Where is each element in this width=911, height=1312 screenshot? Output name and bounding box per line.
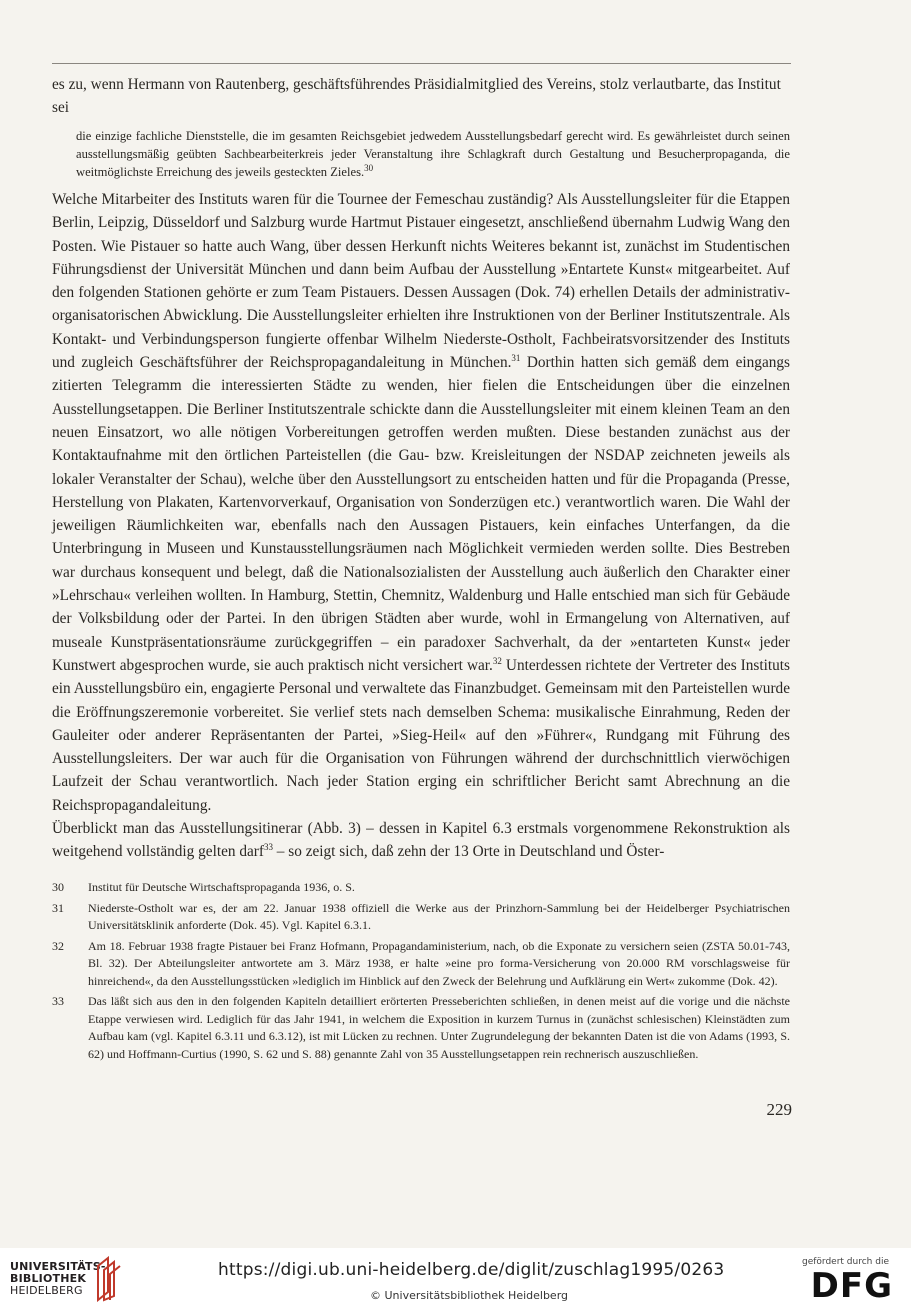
footnote-text: Niederste-Ostholt war es, der am 22. Januar 1938 offiziell die Werke aus der Prinzhorn-Sammlung bei der Heidelberger Psychiatrischen Universitätsklinik anforderte (Dok. 45). Vgl. Kapitel 6.3.1. <box>88 900 790 932</box>
footnote-number: 30 <box>52 880 64 894</box>
footnote-text: Das läßt sich aus den in den folgenden Kapiteln detailliert erörterten Presseberichten schließen, in denen meist auf die vorige und die nächste Etappe verwiesen wird. Lediglich für das Jahr 1941, in welchem die Exposition in kurzem Turnus in (zunächst schlesischen) Kleinstädten zum Aufbau kam (vgl. Kapitel 6.3.11 und 6.3.12), ist mit Lücken zu rechnen. Unter Zugrundelegung der bekannten Daten ist die von Adams (1993, S. 62) und Hoffmann-Curtius (1990, S. 62 und S. 88) genannte Zahl von 35 Ausstellungsetappen rein rechnerisch auszuschließen. <box>88 994 790 1061</box>
page-number: 229 <box>766 1100 792 1119</box>
viewer-footer <box>0 1248 911 1312</box>
paragraph-1-part-c: Unterdessen richtete der Vertreter des Instituts ein Ausstellungsbüro ein, engagierte Personal und verwaltete das Finanzbudget. Gemeinsam mit den Parteistellen wurde die Eröffnungszeremonie vorbereitet. Sie verlief stets nach demselben Schema: musikalische Einrahmung, Reden der Gauleiter oder anderer Repräsentanten der Partei, »Sieg-Heil« auf den »Führer«, Rundgang mit Führung des Ausstellungsleiters. Der war auch für die Organisation von Führungen während der durchschnittlich vierwöchigen Laufzeit der Schau verantwortlich. Nach jeder Station erging ein schriftlicher Bericht samt Abrechnung an die Reichspropagandaleitung. <box>52 656 790 814</box>
paragraph-2 <box>52 817 790 864</box>
footnote-ref-33[interactable]: 33 <box>263 842 273 853</box>
footnote-text: Am 18. Februar 1938 fragte Pistauer bei Franz Hofmann, Propagandaministerium, nach, ob die Exponate zu versichern seien (ZSTA 50.01-743, Bl. 32). Der Abteilungsleiter antwortete am 3. März 1938, er halte »eine pro forma-Versicherung von 20.000 RM vorschlagsweise für hinreichend«, da den Ausstellungsstücken »lediglich im Hinblick auf den Zweck der Belehrung und Aufklärung ein Wert« zukomme (Dok. 42). <box>88 938 790 988</box>
library-logo-line-2: BIBLIOTHEK <box>10 1272 87 1285</box>
footnote-30 <box>52 879 790 897</box>
paragraph-2-part-a: Überblickt man das Ausstellungsitinerar (Abb. 3) – dessen in Kapitel 6.3 erstmals vorgenommene Rekonstruktion als weitgehend vollständig gelten darf <box>52 820 790 861</box>
footnote-number: 31 <box>52 900 64 915</box>
library-logo-line-3: HEIDELBERG <box>10 1284 83 1297</box>
footnote-33 <box>52 993 790 1063</box>
footnote-number: 33 <box>52 994 64 1008</box>
dfg-logo[interactable]: DFG <box>810 1266 893 1306</box>
intro-paragraph <box>52 73 790 120</box>
dfg-caption: gefördert durch die <box>802 1257 889 1267</box>
footnote-ref-32[interactable]: 32 <box>492 655 502 666</box>
paragraph-2-part-b: – so zeigt sich, daß zehn der 13 Orte in Deutschland und Öster- <box>272 843 665 861</box>
footnote-number: 32 <box>52 938 64 953</box>
quote-text: die einzige fachliche Dienststelle, die im gesamten Reichsgebiet jedwedem Ausstellungsbedarf gerecht wird. Es gewährleistet durch seinen ausstellungsmäßig geübten Sachbearbeiterkreis jeder Veranstaltung ihre Schlagkraft durch Gestaltung und Besucherpropaganda, die weitmöglichste Erreichung des jeweils gesteckten Zieles. <box>76 129 790 179</box>
main-body <box>52 188 790 864</box>
paragraph-1 <box>52 188 790 817</box>
library-logo-line-1: UNIVERSITÄTS- <box>10 1260 106 1273</box>
library-emblem-icon <box>92 1256 122 1302</box>
footnotes <box>52 879 790 1066</box>
block-quote <box>76 128 790 181</box>
top-rule <box>52 63 791 64</box>
footnote-32 <box>52 938 790 991</box>
footnote-ref-30[interactable]: 30 <box>364 162 374 173</box>
paragraph-1-part-b: Dorthin hatten sich gemäß dem eingangs zitierten Telegramm die interessierten Städte zu wenden, hier fielen die Entscheidungen über die einzelnen Ausstellungsetappen. Die Berliner Institutszentrale schickte dann die Ausstellungsleiter mit einem kleinen Team an den neuen Einsatzort, wo alle nötigen Vorbereitungen getroffen werden mußten. Diese bestanden zunächst aus der Kontaktaufnahme mit den örtlichen Parteistellen (die Gau- bzw. Kreisleitungen der NSDAP zeichneten jeweils als lokaler Veranstalter der Schau), welche über den Ausstellungsort zu entscheiden hatten und für die Propaganda (Presse, Herstellung von Plakaten, Kartenvorverkauf, Organisation von Sonderzügen etc.) verantwortlich waren. Die Wahl der jeweiligen Räumlichkeiten war, ebenfalls nach den Aussagen Pistauers, kein einfaches Unterfangen, da die Unterbringung in Museen und Kunstausstellungsräumen nach Möglichkeit vermieden werden sollte. Dies Bestreben war durchaus konsequent und belegt, daß die Nationalsozialisten der Ausstellung auch äußerlich den Charakter einer »Lehrschau« verleihen wollten. In Hamburg, Stettin, Chemnitz, Waldenburg und Halle entschied man sich für Gebäude der Volksbildung oder der Partei. In den übrigen Städten aber wurde, wohl in Ermangelung von Alternativen, auf museale Kunstpräsentationsräume zurückgegriffen – ein paradoxer Sachverhalt, da der »entarteten Kunst« jeder Kunstwert abgesprochen wurde, sie auch praktisch nicht versichert war. <box>52 354 790 674</box>
paragraph-1-part-a: Welche Mitarbeiter des Instituts waren für die Tournee der Femeschau zuständig? Als Ausstellungsleiter für die Etappen Berlin, Leipzig, Düsseldorf und Salzburg wurde Hartmut Pistauer eingesetzt, anschließend übernahm Ludwig Wang den Posten. Wie Pistauer so hatte auch Wang, über dessen Herkunft nichts Weiteres bekannt ist, zunächst im Studentischen Führungsdienst der Universität München und dann beim Aufbau der Ausstellung »Entartete Kunst« mitgearbeitet. Auf den folgenden Stationen gehörte er zum Team Pistauers. Dessen Aussagen (Dok. 74) erhellen Details der administrativ-organisatorischen Abwicklung. Die Ausstellungsleiter erhielten ihre Instruktionen von der Berliner Institutszentrale. Als Kontakt- und Verbindungsperson fungierte offenbar Wilhelm Niederste-Ostholt, Fachbeiratsvorsitzender des Instituts und zugleich Geschäftsführer der Reichspropagandaleitung in München. <box>52 191 790 372</box>
intro-text: es zu, wenn Hermann von Rautenberg, geschäftsführendes Präsidialmitglied des Vereins, stolz verlautbarte, das Institut sei <box>52 76 781 117</box>
copyright-text: © Universitätsbibliothek Heidelberg <box>370 1289 569 1302</box>
footnote-text: Institut für Deutsche Wirtschaftspropaganda 1936, o. S. <box>88 880 355 894</box>
footnote-31 <box>52 900 790 935</box>
footnote-ref-31[interactable]: 31 <box>511 352 521 363</box>
page-url-link[interactable]: https://digi.ub.uni-heidelberg.de/diglit/zuschlag1995/0263 <box>218 1260 725 1280</box>
